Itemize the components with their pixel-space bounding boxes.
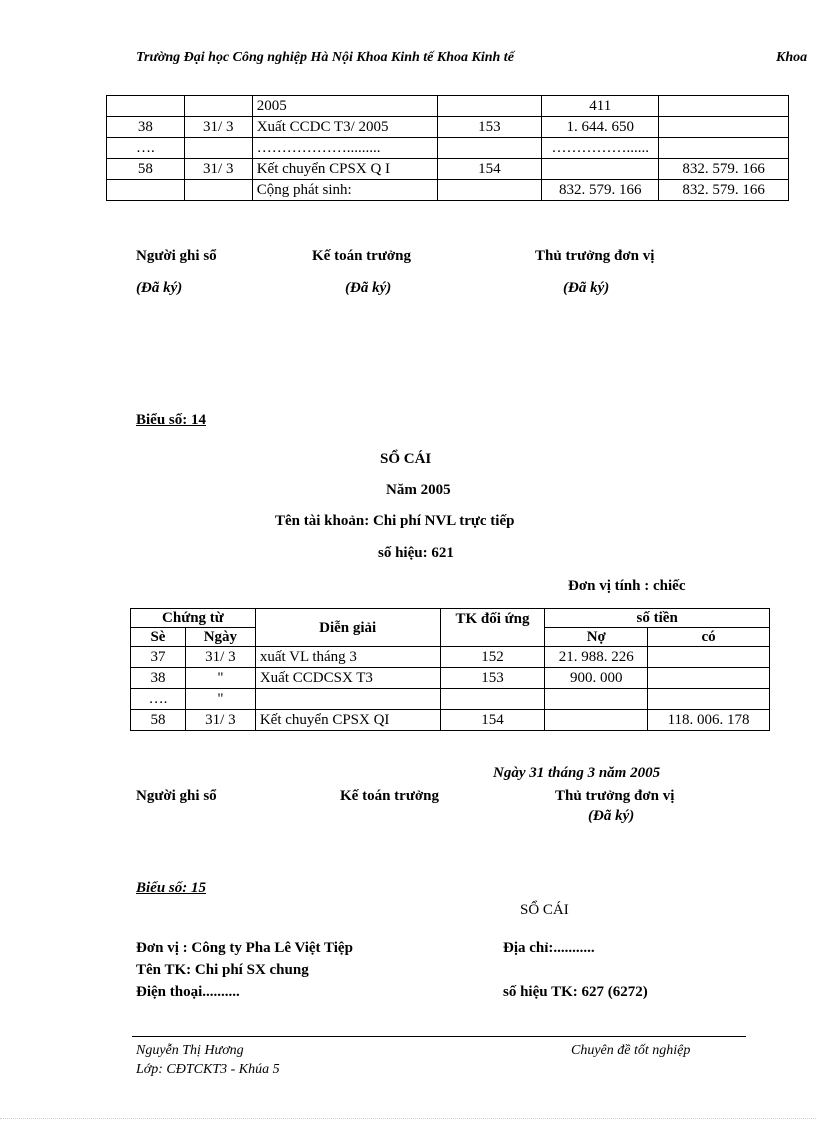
- form15-phone: Điện thoại..........: [136, 984, 240, 1000]
- footer-class: Lớp: CĐTCKT3 - Khúa 5: [136, 1062, 280, 1077]
- table-cell: 832. 579. 166: [542, 180, 659, 201]
- table-cell: [648, 668, 770, 689]
- table-row: [107, 180, 789, 201]
- page-header-right: Khoa: [776, 50, 808, 65]
- signed-mark: (Đã ký): [136, 280, 183, 296]
- form14-label: Biểu số: 14: [136, 412, 207, 428]
- sig-writer: Người ghi sổ: [136, 248, 217, 264]
- ledger-table-continued: [106, 95, 789, 201]
- table-cell: ": [185, 689, 255, 710]
- table-cell: [184, 96, 252, 117]
- table-cell: Kết chuyển CPSX QI: [255, 710, 440, 731]
- table-cell: ……………….........: [252, 138, 437, 159]
- table-cell: [659, 96, 789, 117]
- table-row: [131, 710, 770, 731]
- col-date: Ngày: [185, 628, 255, 647]
- table-cell: [659, 117, 789, 138]
- table-cell: 832. 579. 166: [659, 159, 789, 180]
- col-no: Sè: [131, 628, 186, 647]
- form14-sig-head: Thủ trưởng đơn vị: [555, 788, 675, 804]
- table-cell: Cộng phát sinh:: [252, 180, 437, 201]
- form14-sig-accountant: Kế toán trưởng: [340, 788, 439, 804]
- footer-right: Chuyên đề tốt nghiệp: [571, 1043, 691, 1058]
- table-cell: 411: [542, 96, 659, 117]
- form15-tk-no: số hiệu TK: 627 (6272): [503, 984, 648, 1000]
- form14-date: Ngày 31 tháng 3 năm 2005: [493, 765, 661, 781]
- table-cell: Kết chuyển CPSX Q I: [252, 159, 437, 180]
- table-cell: 31/ 3: [185, 647, 255, 668]
- col-tk: TK đối ứng: [440, 609, 545, 647]
- form14-year: Năm 2005: [386, 482, 451, 498]
- table-cell: [255, 689, 440, 710]
- form15-label: Biểu số: 15: [136, 880, 207, 896]
- table-row: [107, 117, 789, 138]
- table-row: [131, 689, 770, 710]
- form15-address: Địa chỉ:...........: [503, 940, 595, 956]
- table-cell: 31/ 3: [184, 159, 252, 180]
- col-credit: có: [648, 628, 770, 647]
- col-desc: Diễn giải: [255, 609, 440, 647]
- table-cell: [648, 647, 770, 668]
- form15-unit: Đơn vị : Công ty Pha Lê Việt Tiệp: [136, 940, 353, 956]
- table-cell: Xuất CCDCSX T3: [255, 668, 440, 689]
- page-header-left: Trường Đại học Công nghiệp Hà Nội Khoa Kinh tế Khoa Kinh tế: [136, 50, 514, 65]
- table-cell: ……………......: [542, 138, 659, 159]
- ledger-table-621: [130, 608, 770, 731]
- table-cell: 31/ 3: [184, 117, 252, 138]
- table-cell: [542, 159, 659, 180]
- form14-account-name: Tên tài khoản: Chi phí NVL trực tiếp: [275, 513, 515, 529]
- table-cell: ": [185, 668, 255, 689]
- table-row: [131, 647, 770, 668]
- signed-mark: (Đã ký): [345, 280, 392, 296]
- table-cell: [107, 180, 185, 201]
- table-cell: [648, 689, 770, 710]
- table-cell: 152: [440, 647, 545, 668]
- ledger-621-body: [131, 647, 770, 731]
- table-cell: xuất VL tháng 3: [255, 647, 440, 668]
- table-cell: ….: [107, 138, 185, 159]
- form15-title: SỔ CÁI: [520, 902, 569, 918]
- table-cell: 832. 579. 166: [659, 180, 789, 201]
- table-cell: [545, 689, 648, 710]
- table-cell: 38: [107, 117, 185, 138]
- table-cell: [659, 138, 789, 159]
- table-cell: 31/ 3: [185, 710, 255, 731]
- form15-tk-name: Tên TK: Chi phí SX chung: [136, 962, 309, 978]
- table-cell: 2005: [252, 96, 437, 117]
- form14-sig-writer: Người ghi sổ: [136, 788, 217, 804]
- table-cell: 153: [440, 668, 545, 689]
- page-bottom-dots: [0, 1118, 816, 1119]
- table-cell: 1. 644. 650: [542, 117, 659, 138]
- table-cell: [437, 180, 542, 201]
- footer-author: Nguyễn Thị Hương: [136, 1043, 244, 1058]
- table-cell: [184, 180, 252, 201]
- table-cell: [545, 710, 648, 731]
- table-cell: 38: [131, 668, 186, 689]
- form14-account-no: số hiệu: 621: [378, 545, 454, 561]
- table-cell: Xuất CCDC T3/ 2005: [252, 117, 437, 138]
- table-cell: 21. 988. 226: [545, 647, 648, 668]
- table-cell: 58: [107, 159, 185, 180]
- table-cell: [440, 689, 545, 710]
- ledger-table-body: [107, 96, 789, 201]
- form14-signed: (Đã ký): [588, 808, 635, 824]
- table-cell: [437, 96, 542, 117]
- sig-accountant: Kế toán trưởng: [312, 248, 411, 264]
- table-cell: 58: [131, 710, 186, 731]
- form14-unit: Đơn vị tính : chiếc: [568, 578, 686, 594]
- table-row: [107, 96, 789, 117]
- table-cell: [437, 138, 542, 159]
- table-cell: [107, 96, 185, 117]
- table-row: [107, 138, 789, 159]
- table-cell: 37: [131, 647, 186, 668]
- table-row: [107, 159, 789, 180]
- table-cell: 900. 000: [545, 668, 648, 689]
- col-amount: số tiền: [545, 609, 770, 628]
- table-cell: ….: [131, 689, 186, 710]
- footer-divider: [132, 1036, 746, 1037]
- col-debit: Nợ: [545, 628, 648, 647]
- col-voucher: Chứng từ: [131, 609, 256, 628]
- table-cell: 154: [440, 710, 545, 731]
- table-row: [131, 668, 770, 689]
- signed-mark: (Đã ký): [563, 280, 610, 296]
- table-cell: [184, 138, 252, 159]
- sig-head: Thủ trưởng đơn vị: [535, 248, 655, 264]
- table-cell: 154: [437, 159, 542, 180]
- form14-title: SỔ CÁI: [380, 451, 432, 467]
- table-cell: 153: [437, 117, 542, 138]
- table-cell: 118. 006. 178: [648, 710, 770, 731]
